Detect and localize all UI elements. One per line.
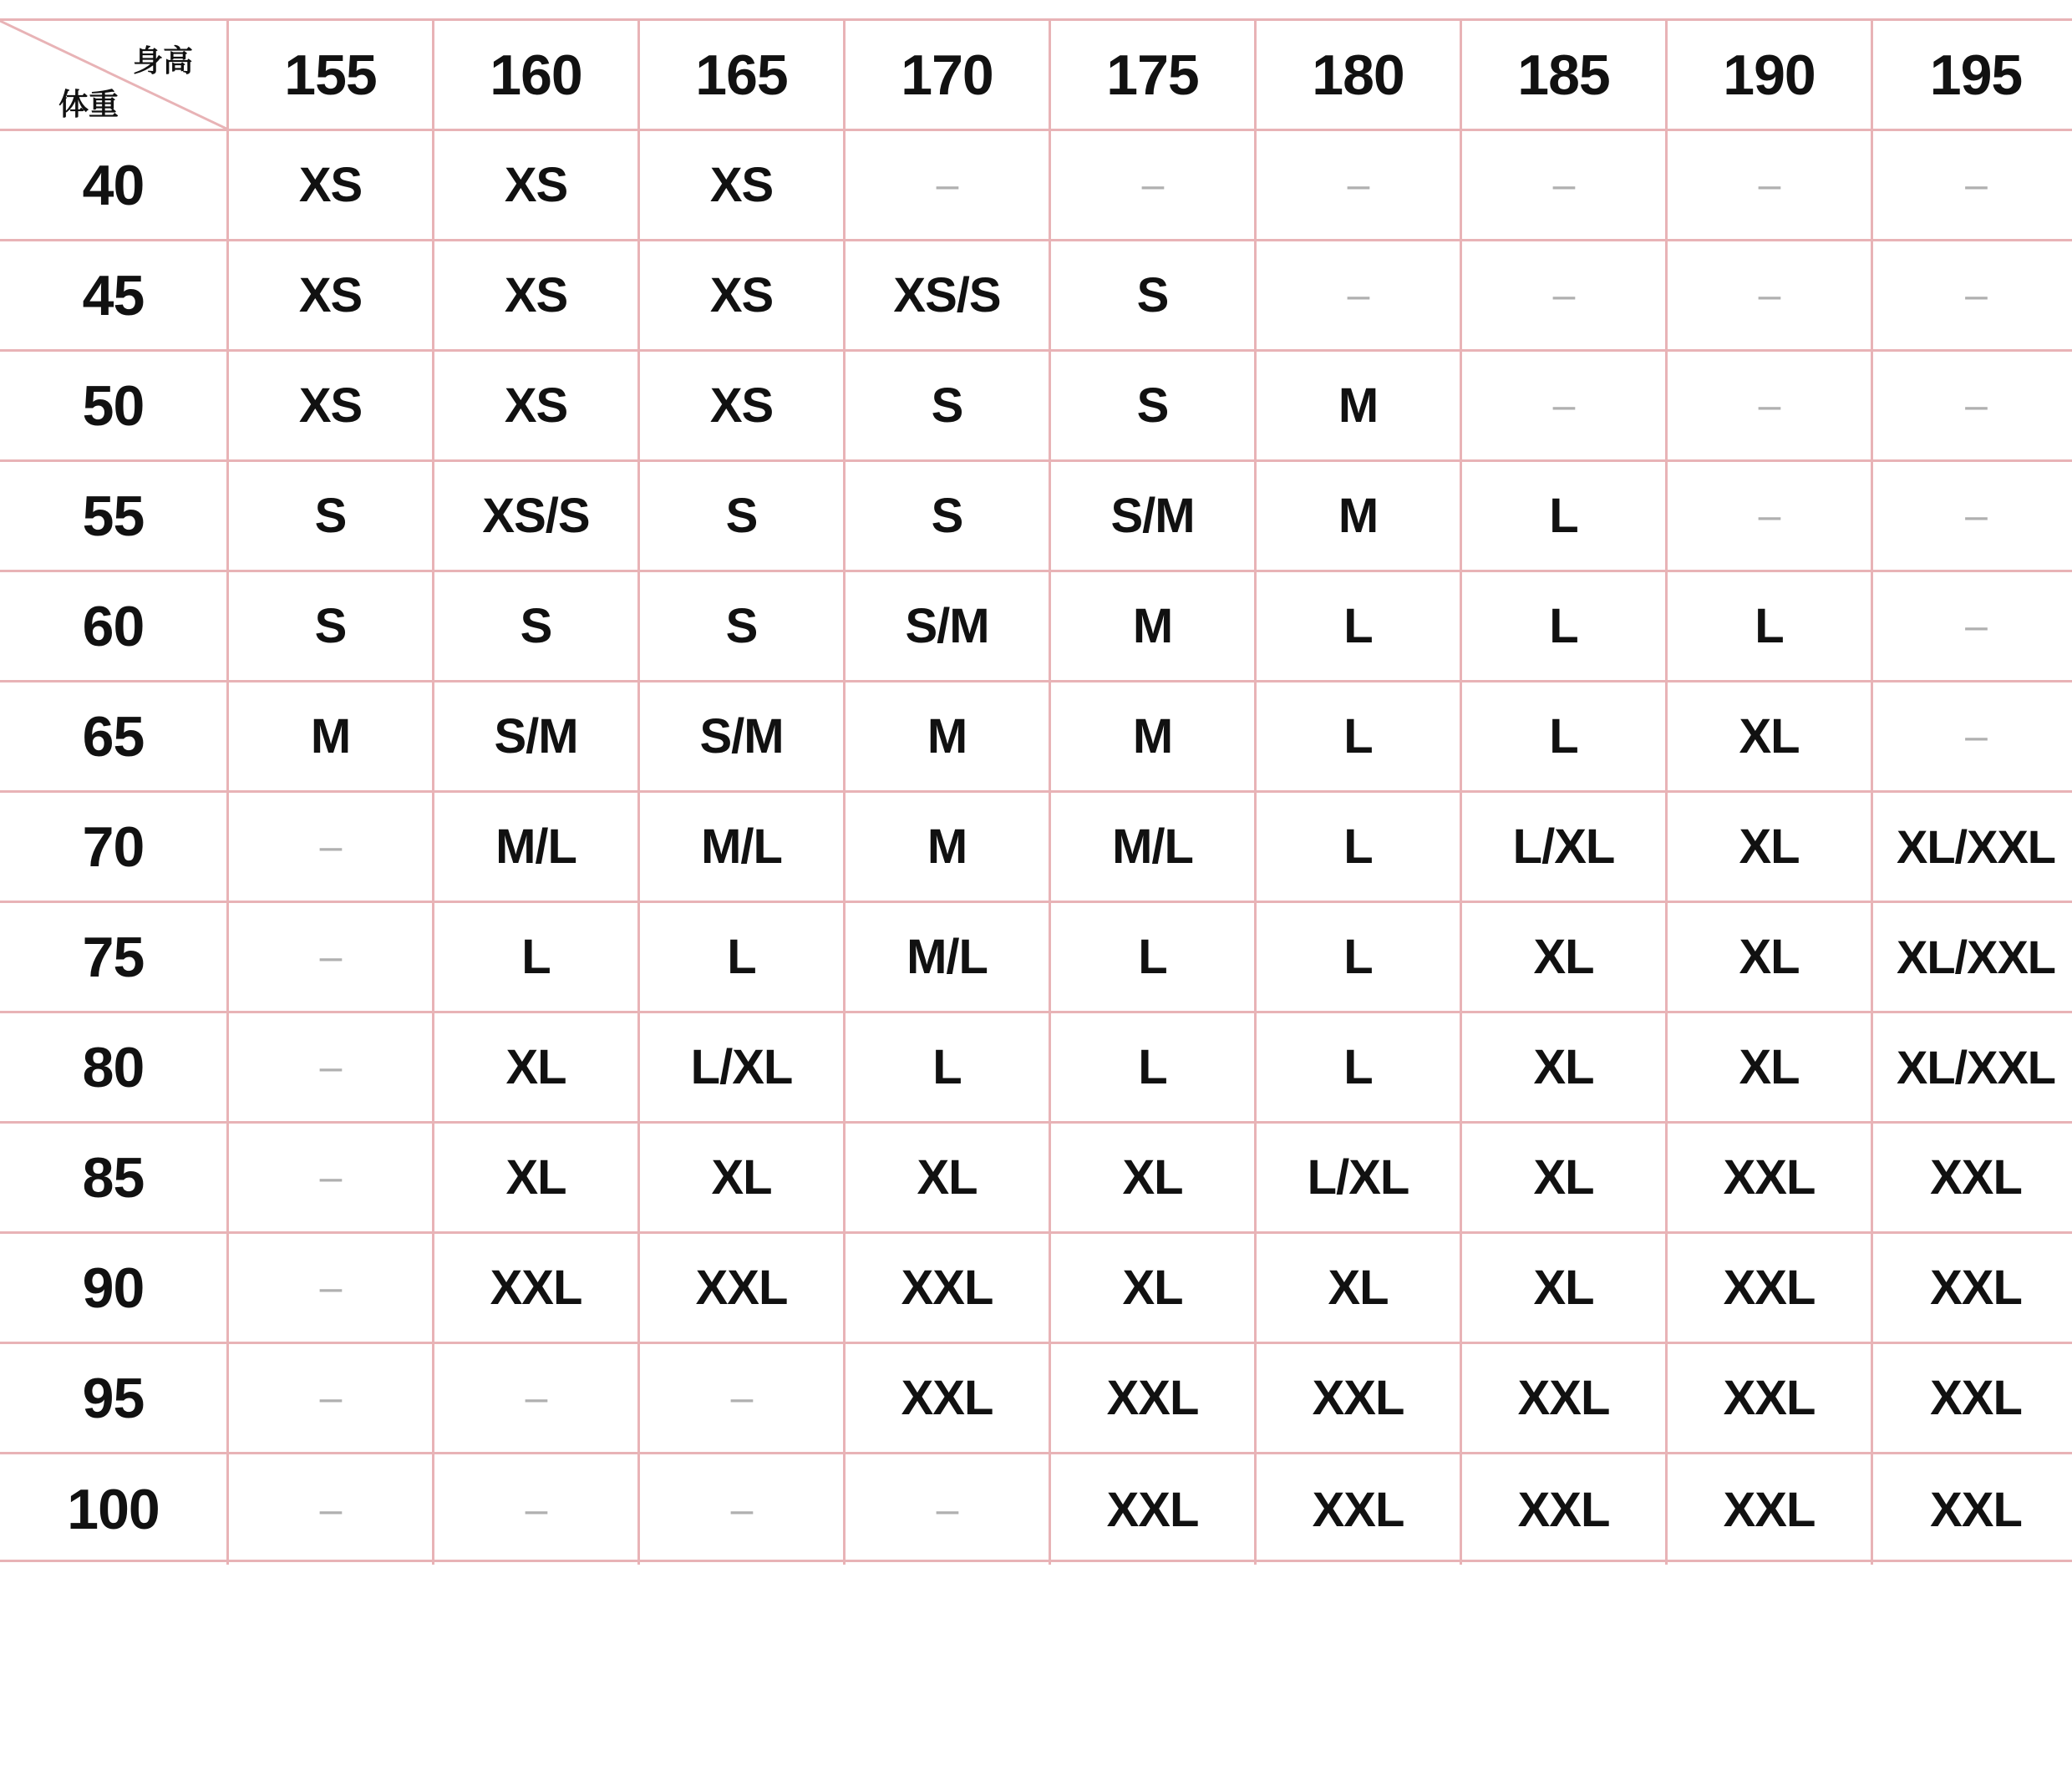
size-cell: M <box>1051 682 1257 793</box>
size-cell: – <box>1873 131 2072 241</box>
size-cell: XL <box>640 1124 846 1234</box>
size-cell: – <box>1668 352 1873 462</box>
size-cell: XXL <box>1873 1344 2072 1454</box>
height-header-185: 185 <box>1462 21 1668 131</box>
size-cell: – <box>1462 131 1668 241</box>
size-cell: XL <box>1462 1124 1668 1234</box>
size-cell: XXL <box>1873 1124 2072 1234</box>
size-cell: XXL <box>1051 1454 1257 1565</box>
size-cell: – <box>1873 462 2072 572</box>
weight-header-90: 90 <box>0 1234 229 1344</box>
size-cell: XS/S <box>434 462 640 572</box>
height-axis-label: 身高 <box>132 44 193 79</box>
size-cell: S <box>640 572 846 682</box>
size-cell: XXL <box>1668 1234 1873 1344</box>
size-cell: XL <box>1462 1013 1668 1124</box>
size-cell: M <box>1257 462 1462 572</box>
size-cell: S <box>1051 241 1257 352</box>
height-header-180: 180 <box>1257 21 1462 131</box>
size-cell: XXL <box>1668 1454 1873 1565</box>
size-cell: L/XL <box>640 1013 846 1124</box>
size-cell: – <box>229 1124 434 1234</box>
weight-header-80: 80 <box>0 1013 229 1124</box>
size-cell: – <box>1873 352 2072 462</box>
size-cell: XXL <box>1930 1482 2022 1537</box>
weight-header-70: 70 <box>0 793 229 903</box>
size-cell: L <box>1462 682 1668 793</box>
size-cell: XL <box>1668 793 1873 903</box>
weight-header-75: 75 <box>0 903 229 1013</box>
size-cell: L <box>434 903 640 1013</box>
size-cell: XXL <box>1257 1344 1462 1454</box>
size-cell: – <box>229 1344 434 1454</box>
size-cell: S <box>846 352 1051 462</box>
size-cell: L <box>1257 793 1462 903</box>
size-cell: – <box>846 1454 1051 1565</box>
size-cell: – <box>229 1013 434 1124</box>
size-cell: L <box>1257 1013 1462 1124</box>
size-cell: XXL <box>1668 1124 1873 1234</box>
height-header-160: 160 <box>434 21 640 131</box>
size-cell: M <box>229 682 434 793</box>
size-cell: XL <box>1051 1124 1257 1234</box>
size-cell: XS <box>434 241 640 352</box>
size-cell: M/L <box>846 903 1051 1013</box>
size-cell: XS <box>229 241 434 352</box>
size-cell: XL <box>846 1124 1051 1234</box>
size-cell: M/L <box>640 793 846 903</box>
size-cell: S/M <box>846 572 1051 682</box>
size-cell: – <box>1668 462 1873 572</box>
size-cell: XS/S <box>846 241 1051 352</box>
height-header-155: 155 <box>229 21 434 131</box>
size-cell: – <box>1257 131 1462 241</box>
size-cell: XS <box>229 131 434 241</box>
size-cell: M <box>1257 352 1462 462</box>
size-cell: M <box>846 793 1051 903</box>
height-header-165: 165 <box>640 21 846 131</box>
size-cell: XL <box>1051 1234 1257 1344</box>
size-cell: XXL <box>1257 1454 1462 1565</box>
height-header-190: 190 <box>1668 21 1873 131</box>
size-cell: XXL <box>1873 1234 2072 1344</box>
size-cell: – <box>640 1344 846 1454</box>
size-cell: XS <box>229 352 434 462</box>
size-cell: XXL <box>640 1234 846 1344</box>
size-cell: L/XL <box>1257 1124 1462 1234</box>
size-cell: XXL <box>1462 1344 1668 1454</box>
size-cell: XS <box>434 352 640 462</box>
size-cell: XXL <box>1668 1344 1873 1454</box>
height-header-195: 195 <box>1873 21 2072 131</box>
size-cell: XS <box>640 241 846 352</box>
weight-header-60: 60 <box>0 572 229 682</box>
height-header-170: 170 <box>846 21 1051 131</box>
size-cell: XL/XXL <box>1873 1013 2072 1124</box>
size-cell: S/M <box>434 682 640 793</box>
weight-header-40: 40 <box>0 131 229 241</box>
size-cell: XL <box>1668 903 1873 1013</box>
size-cell: S <box>229 572 434 682</box>
size-cell: XL <box>1462 1234 1668 1344</box>
size-chart-table <box>0 18 2072 1562</box>
size-cell: XXL <box>434 1234 640 1344</box>
size-cell: – <box>1873 241 2072 352</box>
size-cell: XXL <box>846 1234 1051 1344</box>
size-cell: – <box>1462 352 1668 462</box>
size-cell: XL <box>1462 903 1668 1013</box>
size-cell: S/M <box>1051 462 1257 572</box>
size-cell: – <box>640 1454 846 1565</box>
size-cell: – <box>1668 241 1873 352</box>
size-cell: – <box>1668 131 1873 241</box>
size-cell: – <box>229 903 434 1013</box>
weight-header-95: 95 <box>0 1344 229 1454</box>
size-cell: – <box>1873 682 2072 793</box>
size-cell: XL/XXL <box>1873 793 2072 903</box>
size-cell: XL <box>1668 1013 1873 1124</box>
weight-header-50: 50 <box>0 352 229 462</box>
size-cell: – <box>846 131 1051 241</box>
size-cell: L <box>1668 572 1873 682</box>
size-cell: L <box>1257 572 1462 682</box>
size-cell: S <box>846 462 1051 572</box>
weight-axis-label: 体重 <box>58 88 119 122</box>
size-cell: – <box>434 1454 640 1565</box>
weight-header-100: 100 <box>0 1454 229 1565</box>
size-cell: XL <box>1668 682 1873 793</box>
size-cell: L <box>1051 1013 1257 1124</box>
size-cell: – <box>434 1344 640 1454</box>
size-cell: L <box>1257 682 1462 793</box>
size-cell: M/L <box>1051 793 1257 903</box>
size-cell: L <box>1462 462 1668 572</box>
size-cell: L <box>1462 572 1668 682</box>
size-cell: L <box>1257 903 1462 1013</box>
size-cell: XS <box>434 131 640 241</box>
size-cell: M/L <box>434 793 640 903</box>
weight-header-45: 45 <box>0 241 229 352</box>
weight-header-85: 85 <box>0 1124 229 1234</box>
size-cell: – <box>1873 572 2072 682</box>
size-cell: S <box>1051 352 1257 462</box>
size-cell: S <box>640 462 846 572</box>
size-cell: L <box>640 903 846 1013</box>
size-cell: L <box>846 1013 1051 1124</box>
size-cell: S <box>434 572 640 682</box>
size-cell: L <box>1051 903 1257 1013</box>
size-cell: – <box>229 1454 434 1565</box>
size-cell: – <box>1462 241 1668 352</box>
weight-header-55: 55 <box>0 462 229 572</box>
size-cell: M <box>846 682 1051 793</box>
size-cell: XL <box>1257 1234 1462 1344</box>
weight-header-65: 65 <box>0 682 229 793</box>
size-cell: XXL <box>1051 1344 1257 1454</box>
size-cell: S/M <box>640 682 846 793</box>
size-cell: XL <box>434 1013 640 1124</box>
height-header-175: 175 <box>1051 21 1257 131</box>
size-cell: S <box>229 462 434 572</box>
size-cell: XS <box>640 352 846 462</box>
size-cell: L/XL <box>1462 793 1668 903</box>
size-cell: XS <box>640 131 846 241</box>
size-cell: XXL <box>846 1344 1051 1454</box>
size-cell: – <box>1051 131 1257 241</box>
size-cell: XL <box>434 1124 640 1234</box>
size-cell: – <box>229 793 434 903</box>
size-cell: M <box>1051 572 1257 682</box>
size-cell: – <box>1257 241 1462 352</box>
corner-header-cell <box>0 21 229 131</box>
size-cell: XXL <box>1462 1454 1668 1565</box>
size-cell: – <box>229 1234 434 1344</box>
size-cell: XL/XXL <box>1873 903 2072 1013</box>
